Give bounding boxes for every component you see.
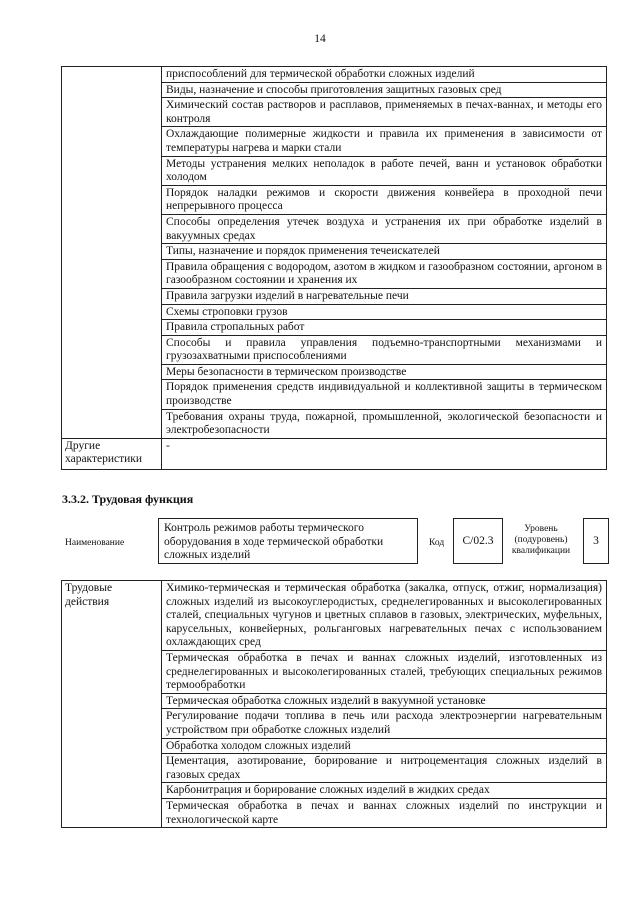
knowledge-item: Типы, назначение и порядок применения течеискателей <box>162 244 607 260</box>
function-header <box>61 518 611 568</box>
page-number: 14 <box>314 33 326 45</box>
level-label: Уровень (подуровень) квалификации <box>511 524 571 556</box>
function-name-box: Контроль режимов работы термического оборудования в ходе термической обработки сложных изделий <box>158 518 418 564</box>
knowledge-item: Способы и правила управления подъемно-транспортными механизмами и грузозахватными приспособлениями <box>162 335 607 364</box>
code-value-box: C/02.3 <box>453 518 503 564</box>
name-label: Наименование <box>65 538 125 548</box>
knowledge-table <box>61 66 607 470</box>
labor-action-item: Обработка холодом сложных изделий <box>162 738 607 754</box>
knowledge-item: Методы устранения мелких неполадок в работе печей, ванн и установок обработки холодом <box>162 156 607 185</box>
knowledge-item: Правила обращения с водородом, азотом в жидком и газообразном состоянии, аргоном в газообразном состоянии и хранения их <box>162 259 607 288</box>
other-characteristics-label: Другие характеристики <box>62 438 162 469</box>
knowledge-item: Меры безопасности в термическом производстве <box>162 364 607 380</box>
knowledge-item: Правила загрузки изделий в нагревательные печи <box>162 288 607 304</box>
knowledge-item: Виды, назначение и способы приготовления защитных газовых сред <box>162 82 607 98</box>
labor-actions-table <box>61 580 607 828</box>
row-label-empty <box>62 67 162 439</box>
labor-action-item: Химико-термическая и термическая обработка (закалка, отпуск, отжиг, нормализация) сложных изделий из высокоуглеродистых, среднелегированных и высоколегированных сталей, специальных чугунов и цветных сплавов в газовых, электрических, муфельных, карусельных, конвейерных, рольганговых нагревательных печах с использованием охлаждающих сред <box>162 581 607 651</box>
knowledge-item: Правила стропальных работ <box>162 320 607 336</box>
labor-action-item: Термическая обработка сложных изделий в вакуумной установке <box>162 693 607 709</box>
labor-action-item: Регулирование подачи топлива в печь или расхода электроэнергии нагревательным устройством при обработке сложных изделий <box>162 709 607 738</box>
labor-action-item: Термическая обработка в печах и ваннах сложных изделий, изготовленных из среднелегированных и высоколегированных сталей, требующих специальных режимов термообработки <box>162 650 607 693</box>
labor-action-item: Цементация, азотирование, борирование и нитроцементация сложных изделий в газовых средах <box>162 754 607 783</box>
table-row <box>62 438 607 469</box>
knowledge-item: Химический состав растворов и расплавов, применяемых в печах-ваннах, и методы его контроля <box>162 98 607 127</box>
knowledge-item: Способы определения утечек воздуха и устранения их при обработке изделий в вакуумных средах <box>162 214 607 243</box>
knowledge-item: Порядок применения средств индивидуальной и коллективной защиты в термическом производстве <box>162 380 607 409</box>
table-row <box>62 67 607 83</box>
labor-action-item: Термическая обработка в печах и ваннах сложных изделий по инструкции и технологической карте <box>162 798 607 827</box>
knowledge-item: Порядок наладки режимов и скорости движения конвейера в проходной печи непрерывного процесса <box>162 185 607 214</box>
table-row <box>62 581 607 651</box>
knowledge-item: приспособлений для термической обработки сложных изделий <box>162 67 607 83</box>
level-value-box: 3 <box>583 518 609 564</box>
other-characteristics-value: - <box>162 438 607 469</box>
labor-action-item: Карбонитрация и борирование сложных изделий в жидких средах <box>162 783 607 799</box>
section-heading: 3.3.2. Трудовая функция <box>62 492 194 506</box>
knowledge-item: Схемы строповки грузов <box>162 304 607 320</box>
code-label: Код <box>429 538 445 548</box>
labor-actions-label: Трудовые действия <box>62 581 162 828</box>
knowledge-item: Охлаждающие полимерные жидкости и правила их применения в зависимости от температуры нагрева и марки стали <box>162 127 607 156</box>
knowledge-item: Требования охраны труда, пожарной, промышленной, экологической безопасности и электробезопасности <box>162 409 607 438</box>
